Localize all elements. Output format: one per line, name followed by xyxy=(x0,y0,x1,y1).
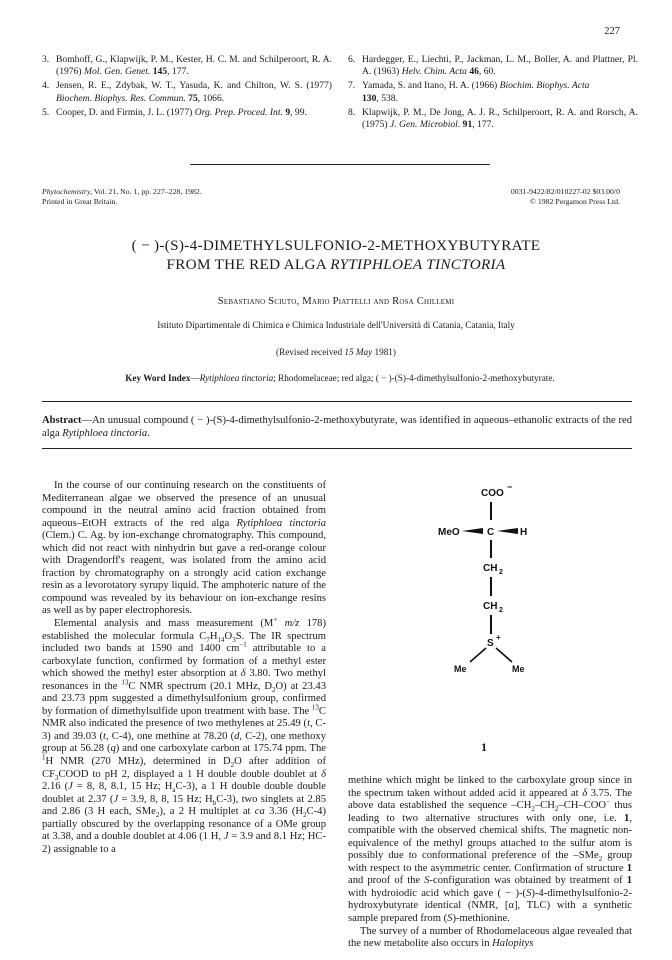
revised-date: (Revised received 15 May 1981) xyxy=(276,347,396,357)
svg-text:2: 2 xyxy=(499,569,503,576)
wedge-bond-left xyxy=(462,528,483,534)
chemical-structure-1 xyxy=(390,480,590,680)
svg-text:COO: COO xyxy=(481,488,504,499)
abstract-bottom-rule xyxy=(42,448,632,449)
svg-text:+: + xyxy=(496,633,501,642)
references-right-column xyxy=(348,54,638,133)
copyright-info: 0031-9422/82/010227-02 $03.00/0 © 1982 Pergamon Press Ltd. xyxy=(510,187,620,206)
abstract-top-rule xyxy=(42,401,632,402)
body-text-right: methine which might be linked to the carboxylate group since in the spectrum taken without added acid it appeared at δ 3.75. The above data established the sequence $-CH_2-CH_2-CH-COO^-$ thus leading to two alternative structures with only one, i.e. 1, compatible with the observed chemical shifts. The magnetic non-equivalence of the methyl groups attached to the sulfur atom is possibly due to conformational preference of the –SMe$_2$ group with respect to the asymmetric center. Confirmation of structure 1 and proof of the S-configuration was obtained by treatment of 1 with hydroiodic acid which gave ( − )-(S)-4-dimethylsulfonio-2-hydroxybutyrate identical (NMR, [α], TLC) with a synthetic sample prepared from (S)-methionine. The survey of a number of Rhodomelaceous algae revealed that the new metabolite also occurs in Halopitys xyxy=(348,775,633,950)
methylene-group xyxy=(483,601,503,614)
methyl-label: Me xyxy=(454,664,467,674)
journal-info: Phytochemistry, Vol. 21, No. 1, pp. 227–228, 1982. Printed in Great Britain. xyxy=(42,187,202,206)
hydrogen-label: H xyxy=(520,527,528,538)
svg-text:−: − xyxy=(507,482,513,492)
page-number: 227 xyxy=(604,26,620,37)
reference-item: 3. Bomhoff, G., Klapwijk, P. M., Kester, H. C. M. and Schilperoort, R. A. (1976) Mol. Gen. Genet. 145, 177. xyxy=(42,54,332,78)
methyl-label: Me xyxy=(512,664,525,674)
wedge-bond-right xyxy=(497,528,518,534)
stereocenter-label: C xyxy=(487,527,495,538)
section-divider xyxy=(190,164,490,165)
bond-line xyxy=(470,648,486,662)
keyword-index: Key Word Index—Rytiphloea tinctoria; Rhodomelaceae; red alga; ( − )-(S)-4-dimethylsulfonio-2-methoxybutyrate. xyxy=(125,373,555,383)
sulfonium-center xyxy=(487,633,501,649)
methylene-group xyxy=(483,563,503,576)
body-text-left: In the course of our continuing research on the constituents of Mediterranean algae we observed the presence of an unusual compound in the neutral amino acid fraction obtained from aqueous–EtOH extracts of the red alga Rytiphloea tinctoria (Clem.) C. Ag. by ion-exchange chromatography. This compound, which did not react with ninhydrin but gave a red-orange colour with Dragendorff's reagent, was isolated from the amino acid fraction by chromatography on a strongly acid cation exchange resin as a levorotatory syrupy liquid. The amphoteric nature of the compound was revealed by its behaviour on ion-exchange resins as well as by paper electrophoresis. Elemental analysis and mass measurement (M+ m/z 178) established the molecular formula $C_7H_{14}O_3S$. The IR spectrum included two bands at 1590 and 1400 $cm^{-1}$ attributable to a carboxylate function, confirmed by formation of a methyl ester which showed the methyl ester absorption at δ 3.80. Two methyl resonances in the $^{13}$C NMR spectrum (20.1 MHz, $D_2O$) at 23.43 and 23.73 ppm suggested a dimethylsulfonium group, confirmed by formation of dimethylsulfide upon treatment with base. The $^{13}$C NMR also indicated the presence of two methylenes at 25.49 (t, C-3) and 39.03 (t, C-4), one methine at 78.20 (d, C-2), one methoxy group at 56.28 (q) and one carboxylate carbon at 175.74 ppm. The $^1$H NMR (270 MHz), determined in $D_2O$ after addition of $CF_3COOD$ to pH 2, displayed a 1 H double double doublet at δ 2.16 (J = 8, 8, 8.1, 15 Hz; $H_aC-3$), a 1 H double double double doublet at 2.37 (J = 3.9, 8, 8, 15 Hz; $H_bC-3$), two singlets at 2.85 and 2.86 (3 H each, SMe$_2$), a 2 H multiplet at ca 3.36 $(H_2C-4)$ partially obscured by the overlapping resonance of a OMe group at 3.38, and a double doublet at 4.06 (1 H, J = 3.9 and 8.1 Hz; HC-2) assignable to a xyxy=(42,480,327,855)
reference-item: 6. Hardegger, E., Liechti, P., Jackman, L. M., Boller, A. and Plattner, Pl. A. (1963) Helv. Chim. Acta 46, 60. xyxy=(348,54,638,78)
bond-line xyxy=(496,648,512,662)
svg-text:CH: CH xyxy=(483,601,498,612)
reference-item: 5. Cooper, D. and Firmin, J. L. (1977) Org. Prep. Proced. Int. 9, 99. xyxy=(42,106,307,118)
reference-item: 8. Klapwijk, P. M., De Jong, A. J. R., Schilperoort, R. A. and Rorsch, A. (1975) J. Gen. Microbiol. 91, 177. xyxy=(348,106,638,131)
compound-number: 1 xyxy=(481,740,487,754)
references-left-column xyxy=(42,54,332,121)
authors: Sebastiano Sciuto, Mario Piattelli and Rosa Chillemi xyxy=(217,296,455,307)
carboxylate-group xyxy=(481,482,512,499)
svg-text:S: S xyxy=(487,638,494,649)
affiliation: Istituto Dipartimentale di Chimica e Chimica Industriale dell'Università di Catania, Catania, Italy xyxy=(157,320,515,330)
methoxy-label: MeO xyxy=(438,527,460,538)
abstract: Abstract—An unusual compound ( − )-(S)-4-dimethylsulfonio-2-methoxybutyrate, was identified in aqueous–ethanolic extracts of the red alga Rytiphloea tinctoria. xyxy=(42,415,632,439)
reference-item: 4. Jensen, R. E., Zdybak, W. T., Yasuda, K. and Chilton, W. S. (1977) Biochem. Biophys. Res. Commun. 75, 1066. xyxy=(42,80,332,104)
svg-text:CH: CH xyxy=(483,563,498,574)
svg-text:2: 2 xyxy=(499,607,503,614)
article-title: ( − )-(S)-4-DIMETHYLSULFONIO-2-METHOXYBUTYRATE FROM THE RED ALGA RYTIPHLOEA TINCTORIA xyxy=(131,237,541,273)
reference-item: 7. Yamada, S. and Itano, H. A. (1966) Biochim. Biophys. Acta 130, 538. xyxy=(348,80,590,104)
